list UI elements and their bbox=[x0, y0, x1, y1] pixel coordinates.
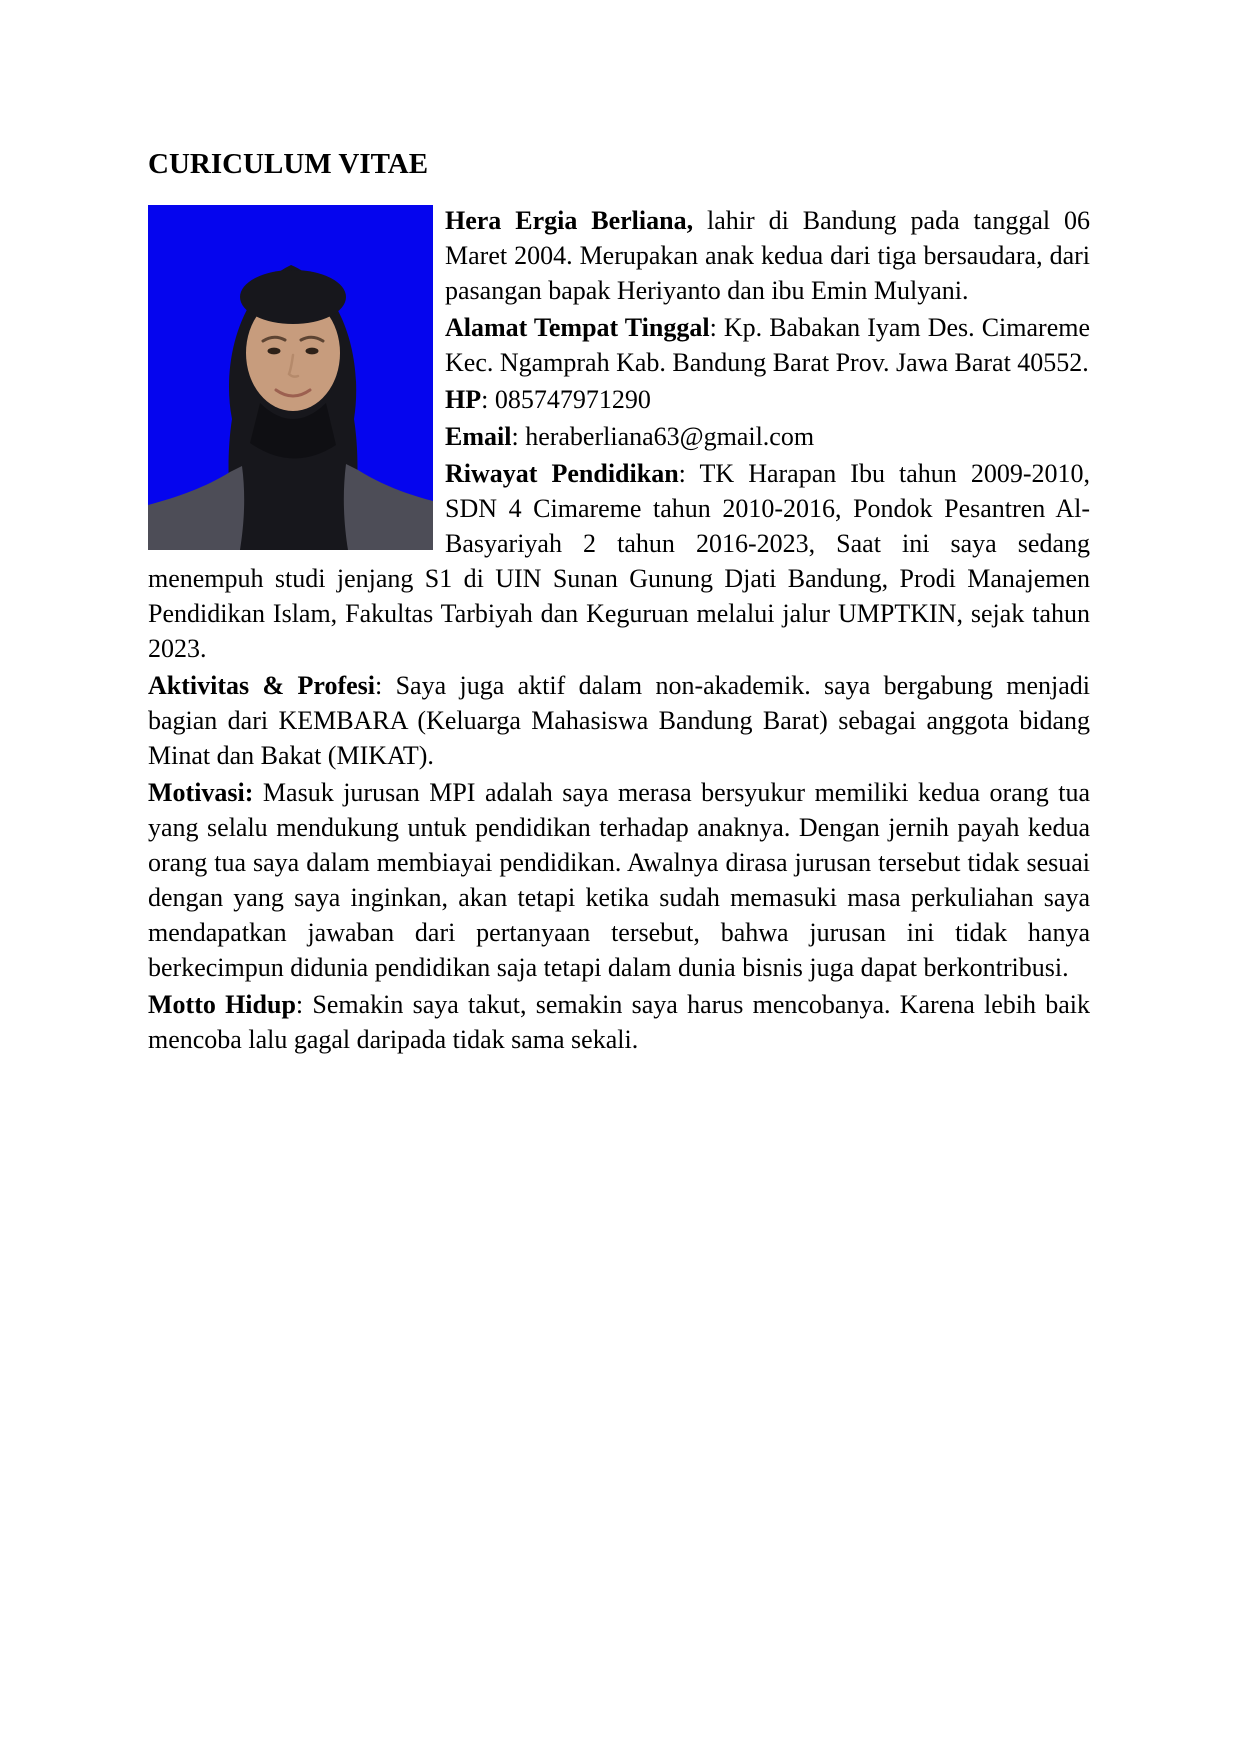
right-eye bbox=[306, 348, 319, 355]
para-aktivitas-label: Aktivitas & Profesi bbox=[148, 671, 375, 700]
para-email-text: heraberliana63@gmail.com bbox=[525, 422, 815, 451]
para-motivasi-text: Masuk jurusan MPI adalah saya merasa bersyukur memiliki kedua orang tua yang selalu mendukung untuk pendidikan terhadap anaknya. Dengan jernih payah kedua orang tua saya dalam membiayai pendidikan. Awalnya dirasa jurusan tersebut tidak sesuai dengan yang saya inginkan, akan tetapi ketika sudah memasuki masa perkuliahan saya mendapatkan jawaban dari pertanyaan tersebut, bahwa jurusan ini tidak hanya berkecimpun didunia pendidikan saja tetapi dalam dunia bisnis juga dapat berkontribusi. bbox=[148, 778, 1090, 982]
para-aktivitas-text: Saya juga aktif dalam non-akademik. saya bergabung menjadi bagian dari KEMBARA (Keluarga Mahasiswa Bandung Barat) sebagai anggota bidang Minat dan Bakat (MIKAT). bbox=[148, 671, 1090, 770]
para-motto-sep: : bbox=[295, 990, 313, 1019]
para-intro-text: lahir di Bandung pada tanggal 06 Maret 2004. Merupakan anak kedua dari tiga bersaudara, dari pasangan bapak Heriyanto dan ibu Emin Mulyani. bbox=[445, 206, 1091, 305]
para-aktivitas-sep: : bbox=[374, 671, 396, 700]
hijab-forehead-band bbox=[240, 270, 346, 324]
document-body bbox=[148, 150, 1090, 1059]
para-hp-label: HP bbox=[445, 385, 482, 414]
portrait-photo-illustration bbox=[148, 205, 433, 550]
para-motto-label: Motto Hidup bbox=[148, 990, 296, 1019]
para-alamat-label: Alamat Tempat Tinggal bbox=[445, 313, 710, 342]
para-aktivitas-profesi bbox=[148, 668, 1090, 773]
para-intro-name: Hera Ergia Berliana, bbox=[445, 206, 694, 235]
para-hp-text: 085747971290 bbox=[494, 385, 651, 414]
para-alamat-sep: : bbox=[709, 313, 724, 342]
para-motivasi bbox=[148, 775, 1090, 985]
para-motivasi-label: Motivasi: bbox=[148, 778, 254, 807]
left-eye bbox=[268, 348, 281, 355]
para-hp-sep: : bbox=[481, 385, 495, 414]
para-email-sep: : bbox=[511, 422, 526, 451]
page-title: CURICULUM VITAE bbox=[148, 148, 429, 180]
para-motivasi-sep bbox=[253, 778, 263, 807]
para-email-label: Email bbox=[445, 422, 512, 451]
portrait-photo bbox=[148, 205, 433, 550]
para-riwayat-text: TK Harapan Ibu tahun 2009-2010, SDN 4 Cimareme tahun 2010-2016, Pondok Pesantren Al-Basyariyah 2 tahun 2016-2023, Saat ini saya sedang menempuh studi jenjang S1 di UIN Sunan Gunung Djati Bandung, Prodi Manajemen Pendidikan Islam, Fakultas Tarbiyah dan Keguruan melalui jalur UMPTKIN, sejak tahun 2023. bbox=[148, 459, 1090, 663]
para-intro-sep bbox=[693, 206, 707, 235]
para-motto-text: Semakin saya takut, semakin saya harus mencobanya. Karena lebih baik mencoba lalu gagal daripada tidak sama sekali. bbox=[148, 990, 1090, 1054]
para-riwayat-label: Riwayat Pendidikan bbox=[445, 459, 679, 488]
para-alamat-text: Kp. Babakan Iyam Des. Cimareme Kec. Ngamprah Kab. Bandung Barat Prov. Jawa Barat 40552. bbox=[445, 313, 1090, 377]
para-motto-hidup bbox=[148, 987, 1090, 1057]
para-riwayat-sep: : bbox=[678, 459, 700, 488]
